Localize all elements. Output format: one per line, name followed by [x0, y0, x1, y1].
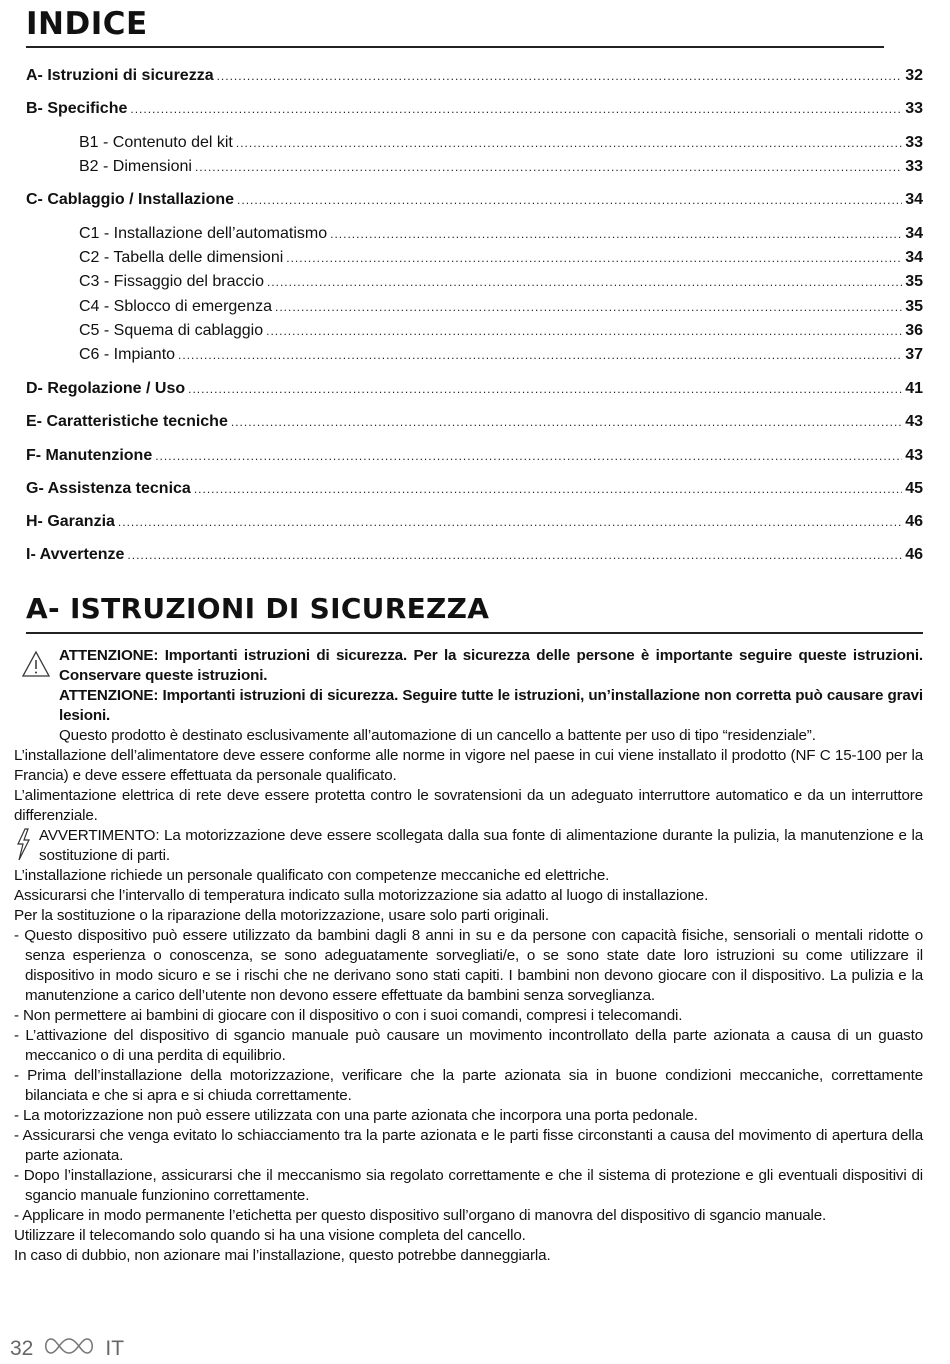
toc-entry[interactable]	[26, 446, 923, 466]
body-paragraph: In caso di dubbio, non azionare mai l’installazione, questo potrebbe danneggiarla.	[14, 1247, 551, 1264]
toc-entry[interactable]	[79, 345, 923, 365]
toc-page: 32	[905, 67, 923, 84]
list-item: - L’attivazione del dispositivo di sgancio manuale può causare un movimento incontrollato della parte azionata a causa di un guasto meccanico o di una perdita di equilibrio.	[14, 1027, 923, 1064]
toc-label: I- Avvertenze	[26, 546, 125, 563]
toc-page: 46	[905, 546, 923, 563]
brand-loop-icon	[43, 1336, 95, 1362]
toc-page: 43	[905, 447, 923, 464]
toc-entry[interactable]	[26, 479, 923, 499]
body-paragraph: L’installazione dell’alimentatore deve essere conforme alle norme in vigore nel paese in cui viene installato il prodotto (NF C 15-100 per la Francia) e deve essere effettuata da personale qualificato.	[14, 747, 923, 784]
page-footer	[10, 1336, 124, 1362]
toc-leader	[178, 345, 902, 365]
toc-leader	[217, 66, 903, 86]
toc-entry[interactable]	[26, 379, 923, 399]
toc-entry[interactable]	[26, 545, 923, 565]
title-rule	[26, 46, 884, 48]
warning-block	[14, 646, 923, 746]
toc-page: 37	[905, 346, 923, 363]
list-item: - Prima dell’installazione della motorizzazione, verificare che la parte azionata sia in buone condizioni meccaniche, correttamente bilanciata e che si apra e si chiuda correttamente.	[14, 1067, 923, 1104]
toc-leader	[237, 190, 902, 210]
list-item: - Questo dispositivo può essere utilizzato da bambini dagli 8 anni in su e da persone con capacità fisiche, sensoriali o mentali ridotte o senza esperienza o conoscenza, se sono adeguatamente sorvegliati/e, o se sono state date loro istruzioni su come utilizzare il dispositivo in modo sicuro e se i rischi che ne derivano sono stati capiti. I bambini non devono giocare con il dispositivo. La pulizia e la manutenzione a carico dell’utente non devono essere effettuate da bambini senza sorveglianza.	[14, 927, 923, 1004]
toc-page: 33	[905, 100, 923, 117]
toc-leader	[236, 133, 902, 153]
body-paragraph: L’alimentazione elettrica di rete deve essere protetta contro le sovratensioni da un adeguato interruttore automatico e da un interruttore differenziale.	[14, 787, 923, 824]
toc-label: F- Manutenzione	[26, 447, 153, 464]
safety-instructions	[14, 646, 923, 1266]
toc-entry[interactable]	[26, 66, 923, 86]
toc-page: 43	[905, 413, 923, 430]
toc-label: D- Regolazione / Uso	[26, 380, 186, 397]
toc-label: A- Istruzioni di sicurezza	[26, 67, 214, 84]
toc-label: C2 - Tabella delle dimensioni	[79, 249, 284, 266]
toc-entry[interactable]	[79, 224, 923, 244]
list-item: - Dopo l’installazione, assicurarsi che il meccanismo sia regolato correttamente e che il sistema di protezione e gli eventuali dispositivi di sgancio manuale funzionino correttamente.	[14, 1167, 923, 1204]
toc-leader	[195, 157, 902, 177]
body-paragraph: Assicurarsi che l’intervallo di temperatura indicato sulla motorizzazione sia adatto al luogo di installazione.	[14, 887, 709, 904]
toc-page: 41	[905, 380, 923, 397]
lightning-bolt-icon	[14, 828, 32, 868]
toc-page: 35	[905, 298, 923, 315]
toc-page: 34	[905, 191, 923, 208]
toc-page: 34	[905, 249, 923, 266]
warning-text: ATTENZIONE: Importanti istruzioni di sicurezza. Per la sicurezza delle persone è importante seguire queste istruzioni. Conservare queste istruzioni.	[59, 647, 923, 684]
toc-entry[interactable]	[26, 99, 923, 119]
avvertimento-text: AVVERTIMENTO: La motorizzazione deve essere scollegata dalla sua fonte di alimentazione durante la pulizia, la manutenzione e la sostituzione di parti.	[39, 827, 923, 864]
section-rule	[26, 632, 923, 634]
toc-leader	[330, 224, 902, 244]
body-paragraph: L’installazione richiede un personale qualificato con competenze meccaniche ed elettriche.	[14, 867, 610, 884]
toc-leader	[275, 297, 902, 317]
intro-text: Questo prodotto è destinato esclusivamente all’automazione di un cancello a battente per uso di tipo “residenziale”.	[59, 727, 816, 744]
toc-label: E- Caratteristiche tecniche	[26, 413, 228, 430]
toc-leader	[155, 446, 902, 466]
body-paragraph: Utilizzare il telecomando solo quando si ha una visione completa del cancello.	[14, 1227, 526, 1244]
toc-entry[interactable]	[26, 412, 923, 432]
toc-leader	[130, 99, 902, 119]
toc-page: 46	[905, 513, 923, 530]
list-item: - La motorizzazione non può essere utilizzata con una parte azionata che incorpora una porta pedonale.	[14, 1107, 698, 1124]
toc-label: C6 - Impianto	[79, 346, 176, 363]
toc-leader	[194, 479, 902, 499]
warning-text: ATTENZIONE: Importanti istruzioni di sicurezza. Seguire tutte le istruzioni, un’installazione non corretta può causare gravi lesioni.	[59, 687, 923, 724]
toc-page: 33	[905, 134, 923, 151]
toc-entry[interactable]	[79, 157, 923, 177]
toc-entry[interactable]	[26, 512, 923, 532]
toc-leader	[118, 512, 902, 532]
toc-label: B2 - Dimensioni	[79, 158, 192, 175]
toc-entry[interactable]	[79, 321, 923, 341]
toc-entry[interactable]	[79, 248, 923, 268]
page-title: INDICE	[26, 6, 148, 42]
toc-label: H- Garanzia	[26, 513, 115, 530]
toc-label: G- Assistenza tecnica	[26, 480, 191, 497]
toc-page: 36	[905, 322, 923, 339]
toc-leader	[127, 545, 902, 565]
section-title: A- ISTRUZIONI DI SICUREZZA	[26, 592, 490, 625]
toc-label: B- Specifiche	[26, 100, 128, 117]
list-item: - Non permettere ai bambini di giocare con il dispositivo o con i suoi comandi, compresi i telecomandi.	[14, 1007, 683, 1024]
toc-entry[interactable]	[26, 190, 923, 210]
electric-warning-block	[14, 826, 923, 866]
body-paragraph: Per la sostituzione o la riparazione della motorizzazione, usare solo parti originali.	[14, 907, 549, 924]
toc-page: 33	[905, 158, 923, 175]
toc-leader	[286, 248, 902, 268]
toc-leader	[267, 272, 902, 292]
toc-label: C- Cablaggio / Installazione	[26, 191, 235, 208]
toc-entry[interactable]	[79, 297, 923, 317]
toc-entry[interactable]	[79, 272, 923, 292]
page-number: 32	[10, 1337, 34, 1360]
language-code: IT	[105, 1337, 125, 1360]
warning-triangle-icon	[21, 650, 51, 684]
toc-page: 34	[905, 225, 923, 242]
toc-label: C3 - Fissaggio del braccio	[79, 273, 264, 290]
list-item: - Applicare in modo permanente l’etichetta per questo dispositivo sull’organo di manovra del dispositivo di sgancio manuale.	[14, 1207, 827, 1224]
toc-entry[interactable]	[79, 133, 923, 153]
toc-page: 45	[905, 480, 923, 497]
toc-label: C5 - Squema di cablaggio	[79, 322, 264, 339]
toc-page: 35	[905, 273, 923, 290]
toc-leader	[266, 321, 902, 341]
toc-label: B1 - Contenuto del kit	[79, 134, 233, 151]
toc-label: C4 - Sblocco di emergenza	[79, 298, 272, 315]
toc-label: C1 - Installazione dell’automatismo	[79, 225, 328, 242]
toc-leader	[231, 412, 902, 432]
list-item: - Assicurarsi che venga evitato lo schiacciamento tra la parte azionata e le parti fisse circonstanti a causa del movimento di apertura della parte azionata.	[14, 1127, 923, 1164]
toc-leader	[188, 379, 902, 399]
